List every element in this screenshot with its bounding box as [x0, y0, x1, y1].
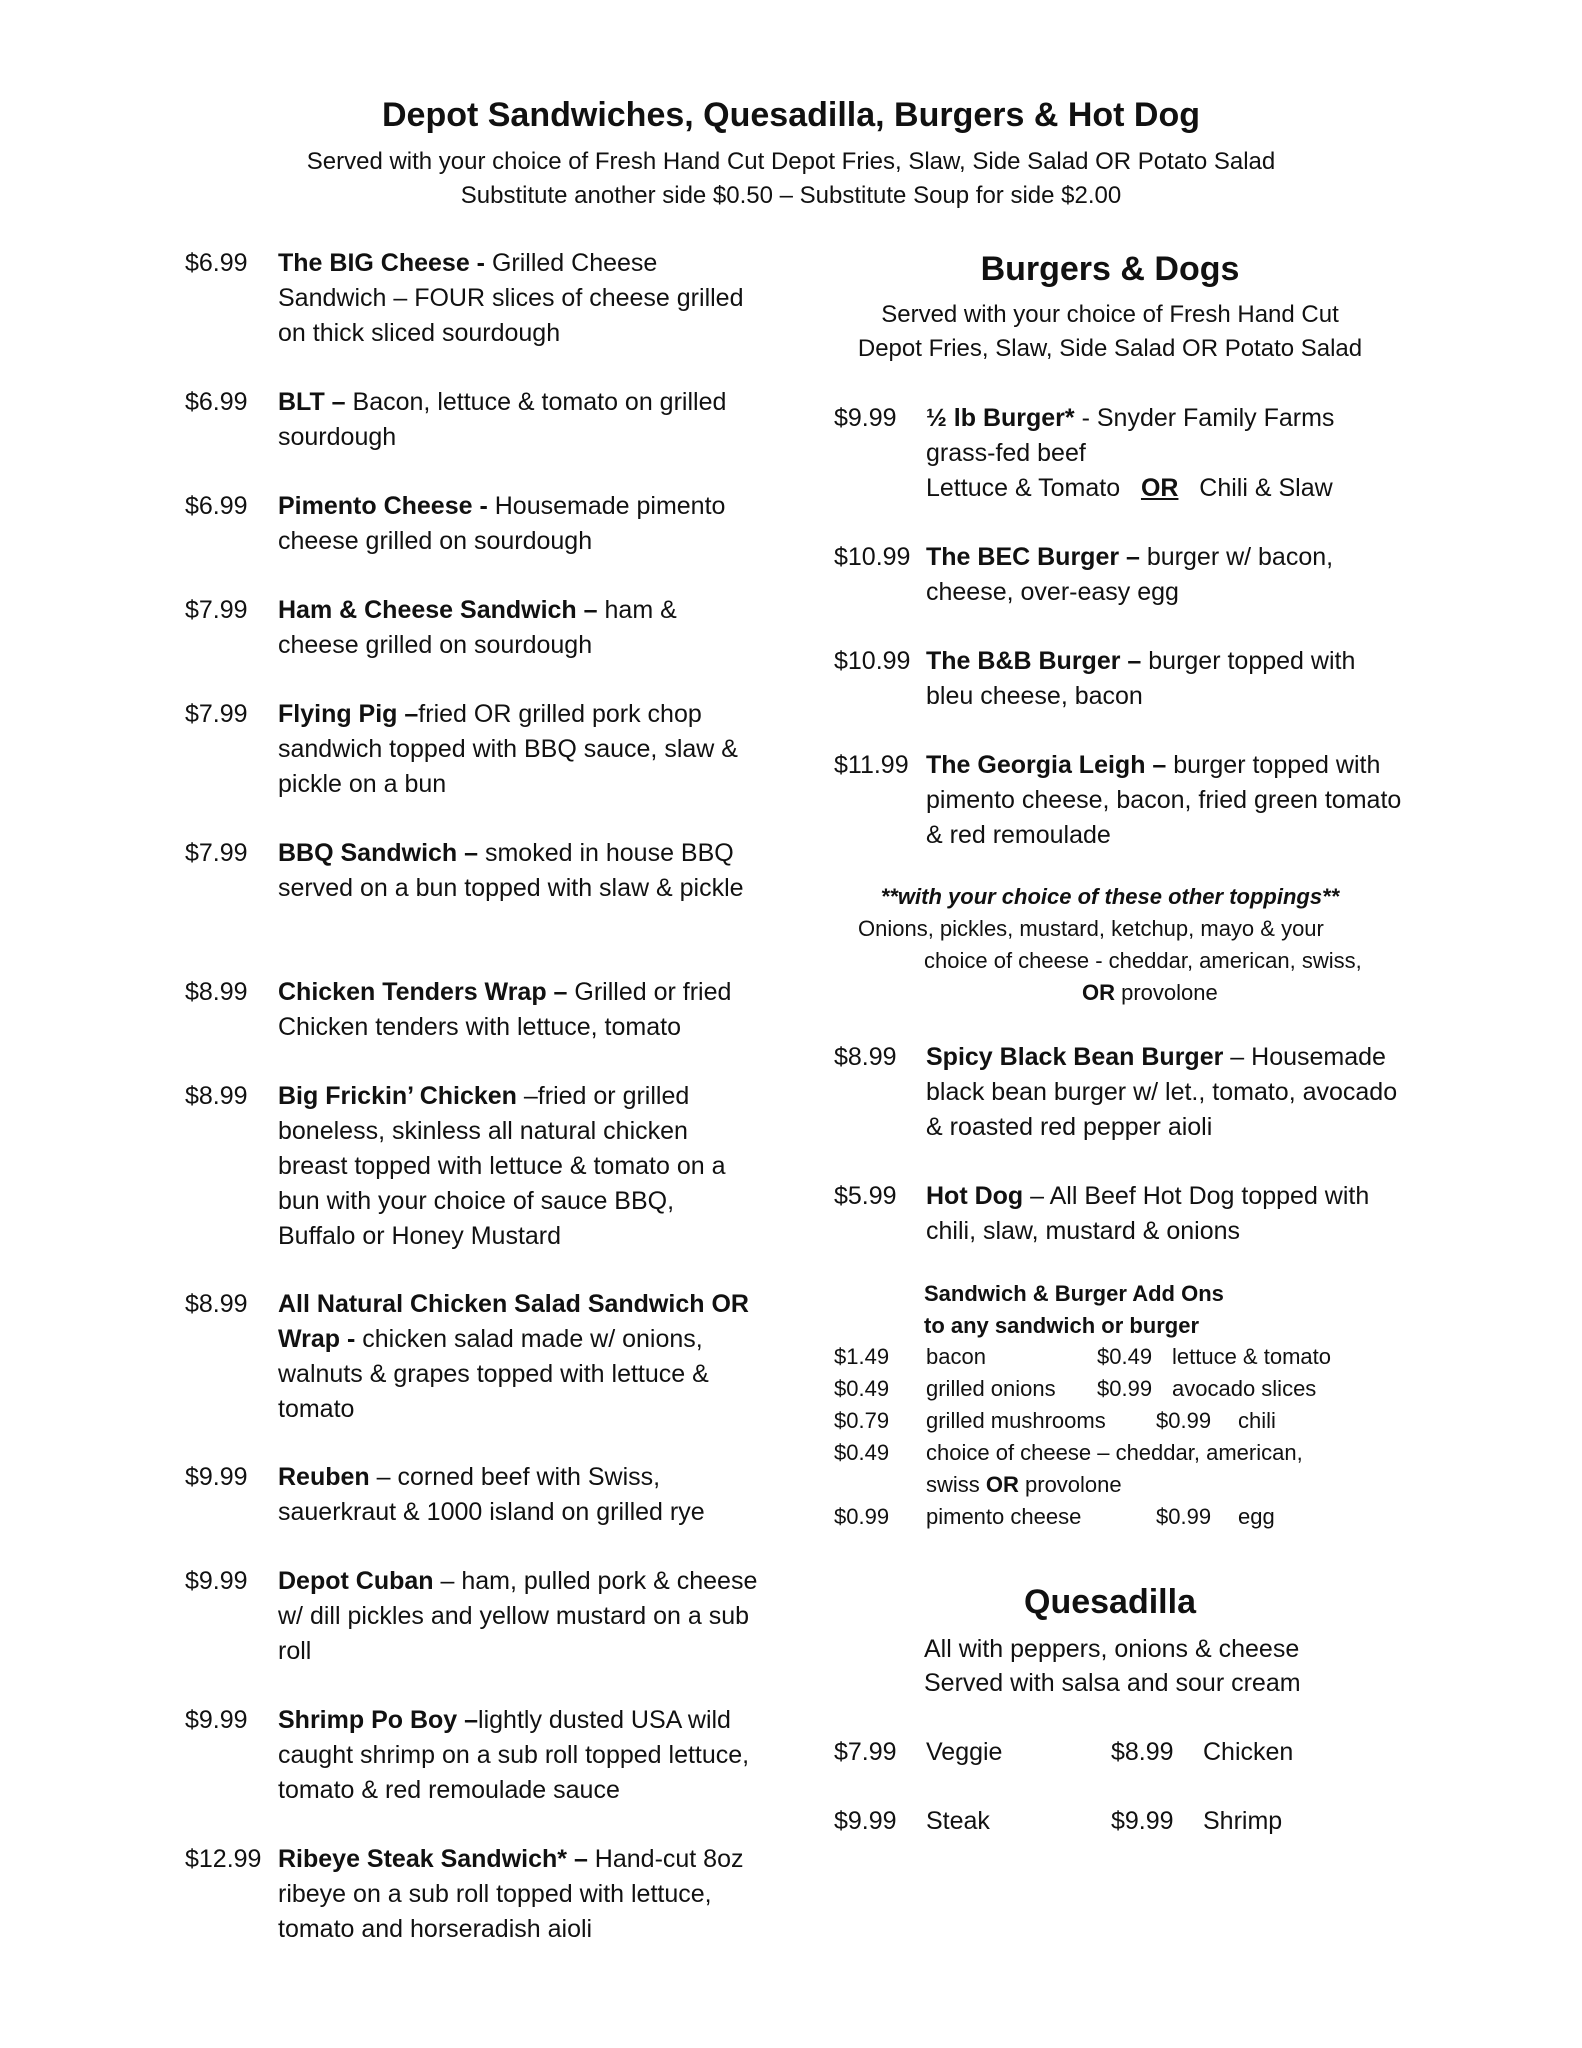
quesadilla-price-2: $8.99: [1111, 1738, 1174, 1766]
menu-item-description: [926, 1040, 1406, 1145]
menu-item-name: Ham & Cheese Sandwich –: [278, 596, 605, 624]
menu-item-option-a: Lettuce & Tomato: [926, 474, 1121, 502]
menu-item-detail: lightly dusted USA wild caught shrimp on a sub roll topped lettuce, tomato & red remoulade sauce: [278, 1706, 750, 1804]
toppings-provolone: provolone: [1115, 980, 1218, 1005]
menu-item-detail: Grilled Cheese Sandwich – FOUR slices of cheese grilled on thick sliced sourdough: [278, 249, 744, 347]
addon-price-2: $0.99: [1097, 1376, 1153, 1401]
menu-item-detail: - Snyder Family Farms grass-fed beef: [926, 404, 1335, 467]
menu-item-detail: – Housemade black bean burger w/ let., tomato, avocado & roasted red pepper aioli: [926, 1043, 1398, 1141]
menu-item-name: The B&B Burger –: [926, 647, 1149, 675]
menu-item-name: Reuben: [278, 1463, 377, 1491]
menu-item-detail: –fried or grilled boneless, skinless all natural chicken breast topped with lettuce & tomato on a bun with your choice of sauce BBQ, Buffalo or Honey Mustard: [278, 1082, 726, 1250]
addon-name-2: avocado slices: [1172, 1376, 1317, 1401]
menu-item-detail: fried OR grilled pork chop sandwich topped with BBQ sauce, slaw & pickle on a bun: [278, 700, 738, 798]
addon-name: pimento cheese: [926, 1504, 1082, 1529]
toppings-line3: [1082, 977, 1218, 1009]
addons-title: Sandwich & Burger Add Ons: [924, 1281, 1224, 1306]
menu-item-price: $7.99: [185, 596, 248, 624]
burgers-sides-line2: Depot Fries, Slaw, Side Salad OR Potato Salad: [857, 335, 1363, 362]
menu-item-description: [278, 593, 758, 663]
toppings-title: **with your choice of these other toppings**: [880, 884, 1340, 909]
menu-item-detail: burger topped with pimento cheese, bacon, fried green tomato & red remoulade: [926, 751, 1402, 849]
quesadilla-line2: Served with salsa and sour cream: [924, 1669, 1301, 1697]
addon-name-2: chili: [1238, 1408, 1276, 1433]
addon-row: [834, 1373, 1394, 1405]
menu-item-name: The Georgia Leigh –: [926, 751, 1174, 779]
addon-name-2: egg: [1238, 1504, 1275, 1529]
menu-item-name: The BEC Burger –: [926, 543, 1147, 571]
menu-item-price: $8.99: [185, 1082, 248, 1110]
menu-item-price: $8.99: [834, 1043, 897, 1071]
menu-item-description: [278, 975, 758, 1045]
menu-item-description: [278, 489, 758, 559]
menu-item-name: Chicken Tenders Wrap –: [278, 978, 575, 1006]
addon-price: $0.49: [834, 1440, 890, 1465]
addons-subtitle: to any sandwich or burger: [924, 1313, 1200, 1338]
menu-item-price: $9.99: [834, 404, 897, 432]
menu-item-price: $6.99: [185, 388, 248, 416]
menu-item-description: [278, 385, 758, 455]
menu-item-description: [278, 1079, 758, 1254]
addon-or: OR: [985, 1472, 1019, 1497]
toppings-line1: Onions, pickles, mustard, ketchup, mayo & your: [858, 916, 1324, 941]
quesadilla-name-2: Chicken: [1203, 1738, 1294, 1766]
quesadilla-line1: All with peppers, onions & cheese: [924, 1635, 1300, 1663]
menu-item-name: BLT –: [278, 388, 353, 416]
menu-item-detail: – corned beef with Swiss, sauerkraut & 1000 island on grilled rye: [278, 1463, 705, 1526]
menu-item-price: $11.99: [834, 751, 909, 779]
menu-item-detail: Hand-cut 8oz ribeye on a sub roll topped with lettuce, tomato and horseradish aioli: [278, 1845, 744, 1943]
menu-item-name: Depot Cuban: [278, 1567, 441, 1595]
addon-row: [834, 1437, 1394, 1469]
addon-price-2: $0.99: [1156, 1408, 1212, 1433]
menu-item-description: [278, 246, 758, 351]
menu-item-detail: Grilled or fried Chicken tenders with lettuce, tomato: [278, 978, 732, 1041]
menu-item-name: Hot Dog: [926, 1182, 1024, 1210]
menu-item-price: $7.99: [185, 839, 248, 867]
menu-item-description: [926, 401, 1406, 506]
quesadilla-name-2: Shrimp: [1203, 1807, 1283, 1835]
burgers-title: Burgers & Dogs: [980, 250, 1240, 288]
menu-item-description: [278, 1460, 758, 1530]
menu-item-name: Flying Pig –: [278, 700, 419, 728]
addon-name-part: swiss: [926, 1472, 986, 1497]
menu-item-detail: burger topped with bleu cheese, bacon: [926, 647, 1356, 710]
menu-item-price: $6.99: [185, 249, 248, 277]
menu-item-price: $12.99: [185, 1845, 262, 1873]
menu-item-description: [926, 540, 1406, 610]
addon-price: $0.79: [834, 1408, 890, 1433]
addon-row: [834, 1501, 1394, 1533]
addon-price: $0.49: [834, 1376, 890, 1401]
quesadilla-price: $9.99: [834, 1807, 897, 1835]
menu-item-name: BBQ Sandwich –: [278, 839, 485, 867]
menu-item-price: $9.99: [185, 1463, 248, 1491]
menu-item-detail: Housemade pimento cheese grilled on sourdough: [278, 492, 726, 555]
addon-price: $0.99: [834, 1504, 890, 1529]
menu-item-detail: Bacon, lettuce & tomato on grilled sourdough: [278, 388, 727, 451]
menu-item-price: $8.99: [185, 978, 248, 1006]
addon-price-2: $0.49: [1097, 1344, 1153, 1369]
quesadilla-price-2: $9.99: [1111, 1807, 1174, 1835]
menu-item-name: Pimento Cheese -: [278, 492, 495, 520]
menu-item-detail: – ham, pulled pork & cheese w/ dill pickles and yellow mustard on a sub roll: [278, 1567, 758, 1665]
quesadilla-name: Veggie: [926, 1738, 1003, 1766]
addon-name: grilled mushrooms: [926, 1408, 1106, 1433]
addon-row: [834, 1341, 1394, 1373]
menu-item-description: [926, 644, 1406, 714]
menu-item-description: [278, 1703, 758, 1808]
addon-name-part: provolone: [1018, 1472, 1122, 1497]
menu-item-name: ½ lb Burger*: [926, 404, 1075, 432]
addon-row: [834, 1405, 1394, 1437]
toppings-or: OR: [1082, 980, 1115, 1005]
menu-item-price: $9.99: [185, 1567, 248, 1595]
quesadilla-price: $7.99: [834, 1738, 897, 1766]
menu-item-price: $7.99: [185, 700, 248, 728]
addon-price: $1.49: [834, 1344, 890, 1369]
menu-item-description: [278, 1842, 758, 1947]
menu-item-name: Spicy Black Bean Burger: [926, 1043, 1224, 1071]
menu-item-name: Ribeye Steak Sandwich* –: [278, 1845, 595, 1873]
menu-item-detail: – All Beef Hot Dog topped with chili, slaw, mustard & onions: [926, 1182, 1370, 1245]
menu-item-option-or: OR: [1140, 474, 1179, 502]
quesadilla-name: Steak: [926, 1807, 990, 1835]
header-sides-line: Served with your choice of Fresh Hand Cut Depot Fries, Slaw, Side Salad OR Potato Salad: [306, 148, 1276, 175]
menu-item-name: All Natural Chicken Salad Sandwich OR Wrap -: [278, 1290, 749, 1353]
header-substitute-line: Substitute another side $0.50 – Substitute Soup for side $2.00: [460, 182, 1122, 209]
menu-item-name: Big Frickin’ Chicken: [278, 1082, 524, 1110]
quesadilla-title: Quesadilla: [1024, 1583, 1196, 1621]
quesadilla-row: [834, 1736, 1394, 1772]
addon-name-2: lettuce & tomato: [1172, 1344, 1331, 1369]
menu-item-description: [278, 836, 758, 906]
menu-item-detail: burger w/ bacon, cheese, over-easy egg: [926, 543, 1334, 606]
menu-item-price: $6.99: [185, 492, 248, 520]
menu-item-description: [926, 748, 1406, 853]
menu-item-price: $10.99: [834, 647, 911, 675]
menu-item-detail: chicken salad made w/ onions, walnuts & grapes topped with lettuce & tomato: [278, 1325, 709, 1423]
addon-name: bacon: [926, 1344, 986, 1369]
menu-item-description: [278, 697, 758, 802]
menu-item-name: Shrimp Po Boy –: [278, 1706, 479, 1734]
menu-item-price: $5.99: [834, 1182, 897, 1210]
menu-item-description: [926, 1179, 1406, 1249]
addon-name: [926, 1469, 1122, 1501]
menu-item-option-b: Chili & Slaw: [1199, 474, 1333, 502]
burgers-sides-line1: Served with your choice of Fresh Hand Cut: [881, 301, 1339, 328]
addon-price-2: $0.99: [1156, 1504, 1212, 1529]
toppings-line2: choice of cheese - cheddar, american, swiss,: [924, 948, 1362, 973]
menu-item-price: $10.99: [834, 543, 911, 571]
menu-item-description: [278, 1564, 758, 1669]
addon-name: choice of cheese – cheddar, american,: [926, 1440, 1303, 1465]
page-title: Depot Sandwiches, Quesadilla, Burgers & Hot Dog: [381, 96, 1201, 134]
menu-item-price: $9.99: [185, 1706, 248, 1734]
menu-item-price: $8.99: [185, 1290, 248, 1318]
addon-name: grilled onions: [926, 1376, 1056, 1401]
quesadilla-row: [834, 1805, 1394, 1841]
menu-item-detail: ham & cheese grilled on sourdough: [278, 596, 677, 659]
addon-row: [834, 1469, 1394, 1501]
menu-item-detail: smoked in house BBQ served on a bun topped with slaw & pickle: [278, 839, 744, 902]
menu-item-name: The BIG Cheese -: [278, 249, 492, 277]
menu-item-description: [278, 1287, 758, 1427]
